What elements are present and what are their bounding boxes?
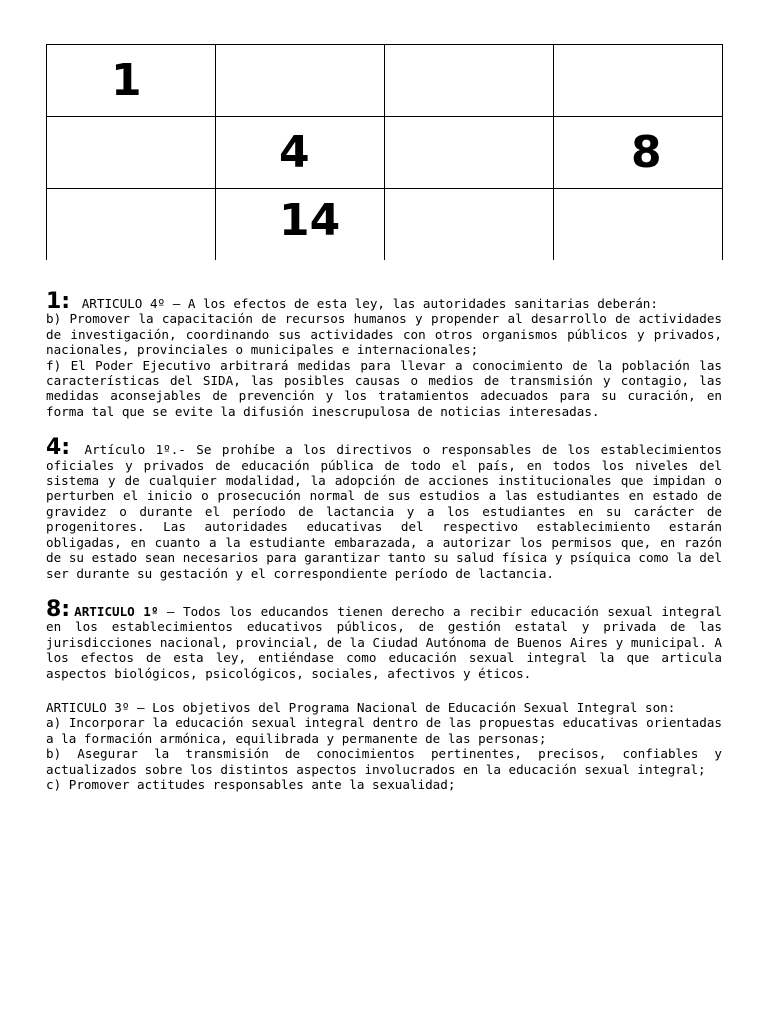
section-paragraph <box>46 596 722 681</box>
article-text: b) Promover la capacitación de recursos humanos y propender al desarrollo de actividades de investigación, coordinando sus actividades con otros organismos públicos y privados, nacionales, provinciales o municipales e internacionales; <box>46 311 722 358</box>
grid-cell <box>47 117 216 189</box>
section-paragraph <box>46 435 722 581</box>
grid-cell: 1 <box>47 45 216 117</box>
article-text: c) Promover actitudes responsables ante la sexualidad; <box>46 776 456 792</box>
grid-cell <box>554 189 723 261</box>
article-text: a) Incorporar la educación sexual integral dentro de las propuestas educativas orientadas a la formación armónica, equilibrada y permanente de las personas; <box>46 715 722 746</box>
article-text: ARTICULO 3º — Los objetivos del Programa Nacional de Educación Sexual Integral son: <box>46 699 676 715</box>
section-number: 4: <box>46 435 71 461</box>
document-body <box>46 289 722 792</box>
grid-row <box>47 189 723 261</box>
grid-cell <box>385 45 554 117</box>
paragraph-gap <box>46 681 722 700</box>
grid-cell: 8 <box>554 117 723 189</box>
grid-row <box>47 117 723 189</box>
article-text: — Todos los educandos tienen derecho a recibir educación sexual integral en los establecimientos educativos públicos, de gestión estatal y privada de las jurisdicciones nacional, provincial, de la Ciudad Autónoma de Buenos Aires y municipal. A los efectos de esta ley, entiéndase como educación sexual integral la que articula aspectos biológicos, psicológicos, sociales, afectivos y éticos. <box>46 603 722 681</box>
grid-cell <box>47 189 216 261</box>
section-paragraph <box>46 289 722 314</box>
grid-cell: 4 <box>216 117 385 189</box>
number-grid-table <box>46 44 723 260</box>
number-grid <box>46 44 723 260</box>
article-text: Artículo 1º.- Se prohíbe a los directivos o responsables de los establecimientos oficiales y privados de educación pública de todo el país, en todos los niveles del sistema y de cualquier modalidad, la adopción de acciones institucionales que impidan o perturben el inicio o prosecución normal de sus estudios a las estudiantes en estado de gravidez o durante el período de lactancia y a los estudiantes en su carácter de progenitores. Las autoridades educativas del respectivo establecimiento estarán obligadas, en cuanto a la estudiante embarazada, a autorizar los permisos que, en razón de su estado sean necesarios para garantizar tanto su salud física y psíquica como la del ser durante su gestación y el correspondiente período de lactancia. <box>46 442 722 581</box>
grid-cell <box>385 117 554 189</box>
article-text: f) El Poder Ejecutivo arbitrará medidas para llevar a conocimiento de la población las características del SIDA, las posibles causas o medios de transmisión y contagio, las medidas aconsejables de prevención y los tratamientos adecuados para su curación, en forma tal que se evite la difusión inescrupulosa de noticias interesadas. <box>46 357 722 419</box>
section-number: 1: <box>46 289 71 314</box>
article-text: ARTICULO 4º — A los efectos de esta ley, las autoridades sanitarias deberán: <box>81 296 658 311</box>
section-1 <box>46 289 722 419</box>
article-heading: ARTICULO 1º <box>74 603 159 619</box>
section-4 <box>46 435 722 581</box>
grid-cell: 14 <box>216 189 385 261</box>
grid-row <box>47 45 723 117</box>
article-text: b) Asegurar la transmisión de conocimientos pertinentes, precisos, confiables y actualizados sobre los distintos aspectos involucrados en la educación sexual integral; <box>46 746 722 777</box>
grid-cell <box>385 189 554 261</box>
section-8 <box>46 596 722 792</box>
grid-cell <box>554 45 723 117</box>
section-number: 8: <box>46 596 71 622</box>
grid-cell <box>216 45 385 117</box>
